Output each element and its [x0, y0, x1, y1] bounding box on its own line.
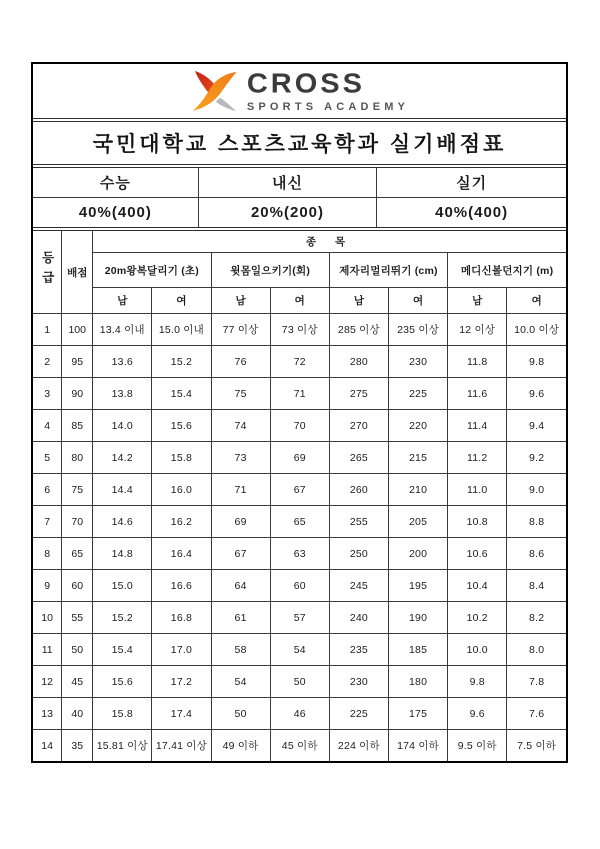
score-cell: 12 이상: [448, 314, 507, 346]
score-cell: 245: [329, 570, 388, 602]
score-cell: 275: [329, 378, 388, 410]
score-cell: 15.8: [93, 698, 152, 730]
score-cell: 63: [270, 538, 329, 570]
header-row-event-names: [33, 253, 566, 288]
score-cell: 240: [329, 602, 388, 634]
score-cell: 14.8: [93, 538, 152, 570]
score-cell: 8.4: [507, 570, 566, 602]
gender-header-cell: 여: [152, 288, 211, 314]
score-cell: 13.8: [93, 378, 152, 410]
score-cell: 7.8: [507, 666, 566, 698]
score-cell: 46: [270, 698, 329, 730]
score-cell: 50: [211, 698, 270, 730]
event-header-medicine-ball: 메디신볼던지기 (m): [448, 253, 566, 288]
table-row: [33, 698, 566, 730]
table-row: [33, 346, 566, 378]
grade-header-label: 등급: [40, 251, 55, 290]
score-cell: 75: [211, 378, 270, 410]
score-cell: 14.4: [93, 474, 152, 506]
table-row: [33, 666, 566, 698]
grade-header-cell: [33, 231, 62, 314]
score-cell: 280: [329, 346, 388, 378]
score-table: [33, 231, 566, 761]
page-title: 국민대학교 스포츠교육학과 실기배점표: [92, 133, 507, 156]
score-cell: 10.4: [448, 570, 507, 602]
score-cell: 69: [211, 506, 270, 538]
score-cell: 77 이상: [211, 314, 270, 346]
score-cell: 15.6: [152, 410, 211, 442]
score-cell: 9.8: [448, 666, 507, 698]
score-cell: 230: [329, 666, 388, 698]
score-cell: 235: [329, 634, 388, 666]
score-cell: 10.2: [448, 602, 507, 634]
score-cell: 67: [270, 474, 329, 506]
score-cell: 57: [270, 602, 329, 634]
score-cell: 205: [388, 506, 447, 538]
gender-header-cell: 남: [329, 288, 388, 314]
ratio-header-naesin: 내신: [198, 168, 377, 198]
score-cell: 270: [329, 410, 388, 442]
score-cell: 210: [388, 474, 447, 506]
score-cell: 8.6: [507, 538, 566, 570]
gender-header-cell: 여: [270, 288, 329, 314]
points-cell: 55: [62, 602, 93, 634]
score-cell: 14.0: [93, 410, 152, 442]
ratio-value-row: [33, 198, 566, 228]
score-cell: 15.4: [152, 378, 211, 410]
score-cell: 8.2: [507, 602, 566, 634]
score-cell: 14.6: [93, 506, 152, 538]
score-cell: 15.6: [93, 666, 152, 698]
score-cell: 54: [270, 634, 329, 666]
score-cell: 11.8: [448, 346, 507, 378]
points-cell: 75: [62, 474, 93, 506]
score-cell: 265: [329, 442, 388, 474]
table-row: [33, 506, 566, 538]
score-cell: 15.2: [93, 602, 152, 634]
ratio-header-suneung: 수능: [33, 168, 198, 198]
points-cell: 35: [62, 730, 93, 762]
grade-cell: 5: [33, 442, 62, 474]
table-row: [33, 538, 566, 570]
score-cell: 71: [270, 378, 329, 410]
score-cell: 225: [329, 698, 388, 730]
score-cell: 72: [270, 346, 329, 378]
score-cell: 16.6: [152, 570, 211, 602]
logo: [33, 64, 566, 118]
score-cell: 9.6: [448, 698, 507, 730]
score-cell: 15.0: [93, 570, 152, 602]
score-cell: 224 이하: [329, 730, 388, 762]
score-cell: 76: [211, 346, 270, 378]
score-cell: 7.5 이하: [507, 730, 566, 762]
score-cell: 13.4 이내: [93, 314, 152, 346]
logo-text: [247, 70, 409, 113]
score-cell: 17.41 이상: [152, 730, 211, 762]
score-cell: 17.2: [152, 666, 211, 698]
table-row: [33, 602, 566, 634]
score-cell: 9.2: [507, 442, 566, 474]
score-cell: 14.2: [93, 442, 152, 474]
score-cell: 250: [329, 538, 388, 570]
event-header-situps: 윗몸일으키기(회): [211, 253, 329, 288]
score-cell: 10.0 이상: [507, 314, 566, 346]
ratio-value-silgi: 40%(400): [377, 198, 566, 228]
logo-subtitle-text: SPORTS ACADEMY: [246, 100, 410, 113]
score-cell: 69: [270, 442, 329, 474]
points-cell: 60: [62, 570, 93, 602]
score-cell: 9.0: [507, 474, 566, 506]
grade-cell: 1: [33, 314, 62, 346]
points-cell: 100: [62, 314, 93, 346]
score-cell: 9.6: [507, 378, 566, 410]
grade-cell: 14: [33, 730, 62, 762]
score-cell: 50: [270, 666, 329, 698]
score-cell: 11.0: [448, 474, 507, 506]
header-row-events: [33, 231, 566, 253]
score-cell: 10.8: [448, 506, 507, 538]
score-cell: 9.8: [507, 346, 566, 378]
grade-cell: 4: [33, 410, 62, 442]
score-ratio-table: [33, 168, 566, 227]
table-row: [33, 378, 566, 410]
table-row: [33, 730, 566, 762]
score-cell: 73 이상: [270, 314, 329, 346]
score-cell: 71: [211, 474, 270, 506]
score-cell: 73: [211, 442, 270, 474]
table-row: [33, 570, 566, 602]
score-cell: 175: [388, 698, 447, 730]
score-cell: 11.2: [448, 442, 507, 474]
ratio-value-naesin: 20%(200): [198, 198, 377, 228]
score-cell: 74: [211, 410, 270, 442]
table-row: [33, 314, 566, 346]
score-cell: 260: [329, 474, 388, 506]
score-cell: 9.4: [507, 410, 566, 442]
logo-brand-text: CROSS: [246, 68, 365, 99]
score-cell: 9.5 이하: [448, 730, 507, 762]
score-cell: 17.4: [152, 698, 211, 730]
score-cell: 11.4: [448, 410, 507, 442]
points-cell: 50: [62, 634, 93, 666]
score-cell: 285 이상: [329, 314, 388, 346]
score-cell: 8.8: [507, 506, 566, 538]
points-cell: 80: [62, 442, 93, 474]
grade-cell: 8: [33, 538, 62, 570]
score-cell: 235 이상: [388, 314, 447, 346]
score-cell: 7.6: [507, 698, 566, 730]
score-cell: 16.0: [152, 474, 211, 506]
score-cell: 65: [270, 506, 329, 538]
ratio-value-suneung: 40%(400): [33, 198, 198, 228]
score-cell: 13.6: [93, 346, 152, 378]
score-cell: 45 이하: [270, 730, 329, 762]
points-cell: 65: [62, 538, 93, 570]
score-cell: 16.4: [152, 538, 211, 570]
events-header-cell: 종 목: [93, 231, 566, 253]
score-table-body: [33, 314, 566, 762]
score-cell: 15.8: [152, 442, 211, 474]
ratio-header-row: [33, 168, 566, 198]
score-cell: 17.0: [152, 634, 211, 666]
gender-header-cell: 남: [211, 288, 270, 314]
grade-cell: 2: [33, 346, 62, 378]
table-row: [33, 474, 566, 506]
score-cell: 174 이하: [388, 730, 447, 762]
score-cell: 49 이하: [211, 730, 270, 762]
score-cell: 225: [388, 378, 447, 410]
score-cell: 230: [388, 346, 447, 378]
score-cell: 15.0 이내: [152, 314, 211, 346]
gender-header-cell: 여: [507, 288, 566, 314]
grade-cell: 3: [33, 378, 62, 410]
gender-header-cell: 남: [448, 288, 507, 314]
points-cell: 90: [62, 378, 93, 410]
header-row-gender: [33, 288, 566, 314]
points-cell: 45: [62, 666, 93, 698]
score-cell: 8.0: [507, 634, 566, 666]
score-cell: 180: [388, 666, 447, 698]
grade-cell: 7: [33, 506, 62, 538]
score-cell: 64: [211, 570, 270, 602]
table-row: [33, 634, 566, 666]
score-cell: 255: [329, 506, 388, 538]
points-cell: 70: [62, 506, 93, 538]
points-cell: 95: [62, 346, 93, 378]
score-cell: 195: [388, 570, 447, 602]
grade-cell: 9: [33, 570, 62, 602]
score-cell: 15.2: [152, 346, 211, 378]
score-cell: 215: [388, 442, 447, 474]
points-header-cell: 배점: [62, 231, 93, 314]
score-cell: 60: [270, 570, 329, 602]
score-cell: 61: [211, 602, 270, 634]
points-cell: 85: [62, 410, 93, 442]
score-cell: 220: [388, 410, 447, 442]
score-cell: 67: [211, 538, 270, 570]
score-cell: 185: [388, 634, 447, 666]
event-header-shuttle-run: 20m왕복달리기 (초): [93, 253, 211, 288]
points-cell: 40: [62, 698, 93, 730]
score-cell: 200: [388, 538, 447, 570]
score-cell: 58: [211, 634, 270, 666]
table-row: [33, 442, 566, 474]
document-frame: [31, 62, 568, 763]
score-cell: 190: [388, 602, 447, 634]
gender-header-cell: 여: [388, 288, 447, 314]
ratio-header-silgi: 실기: [377, 168, 566, 198]
score-cell: 10.6: [448, 538, 507, 570]
score-cell: 11.6: [448, 378, 507, 410]
cross-x-logo-icon: [190, 70, 240, 112]
score-cell: 54: [211, 666, 270, 698]
gender-header-cell: 남: [93, 288, 152, 314]
table-row: [33, 410, 566, 442]
grade-cell: 10: [33, 602, 62, 634]
score-cell: 10.0: [448, 634, 507, 666]
score-cell: 16.2: [152, 506, 211, 538]
event-header-long-jump: 제자리멀리뛰기 (cm): [329, 253, 447, 288]
grade-cell: 6: [33, 474, 62, 506]
score-cell: 15.81 이상: [93, 730, 152, 762]
grade-cell: 13: [33, 698, 62, 730]
score-cell: 70: [270, 410, 329, 442]
grade-cell: 11: [33, 634, 62, 666]
score-cell: 16.8: [152, 602, 211, 634]
score-cell: 15.4: [93, 634, 152, 666]
grade-cell: 12: [33, 666, 62, 698]
